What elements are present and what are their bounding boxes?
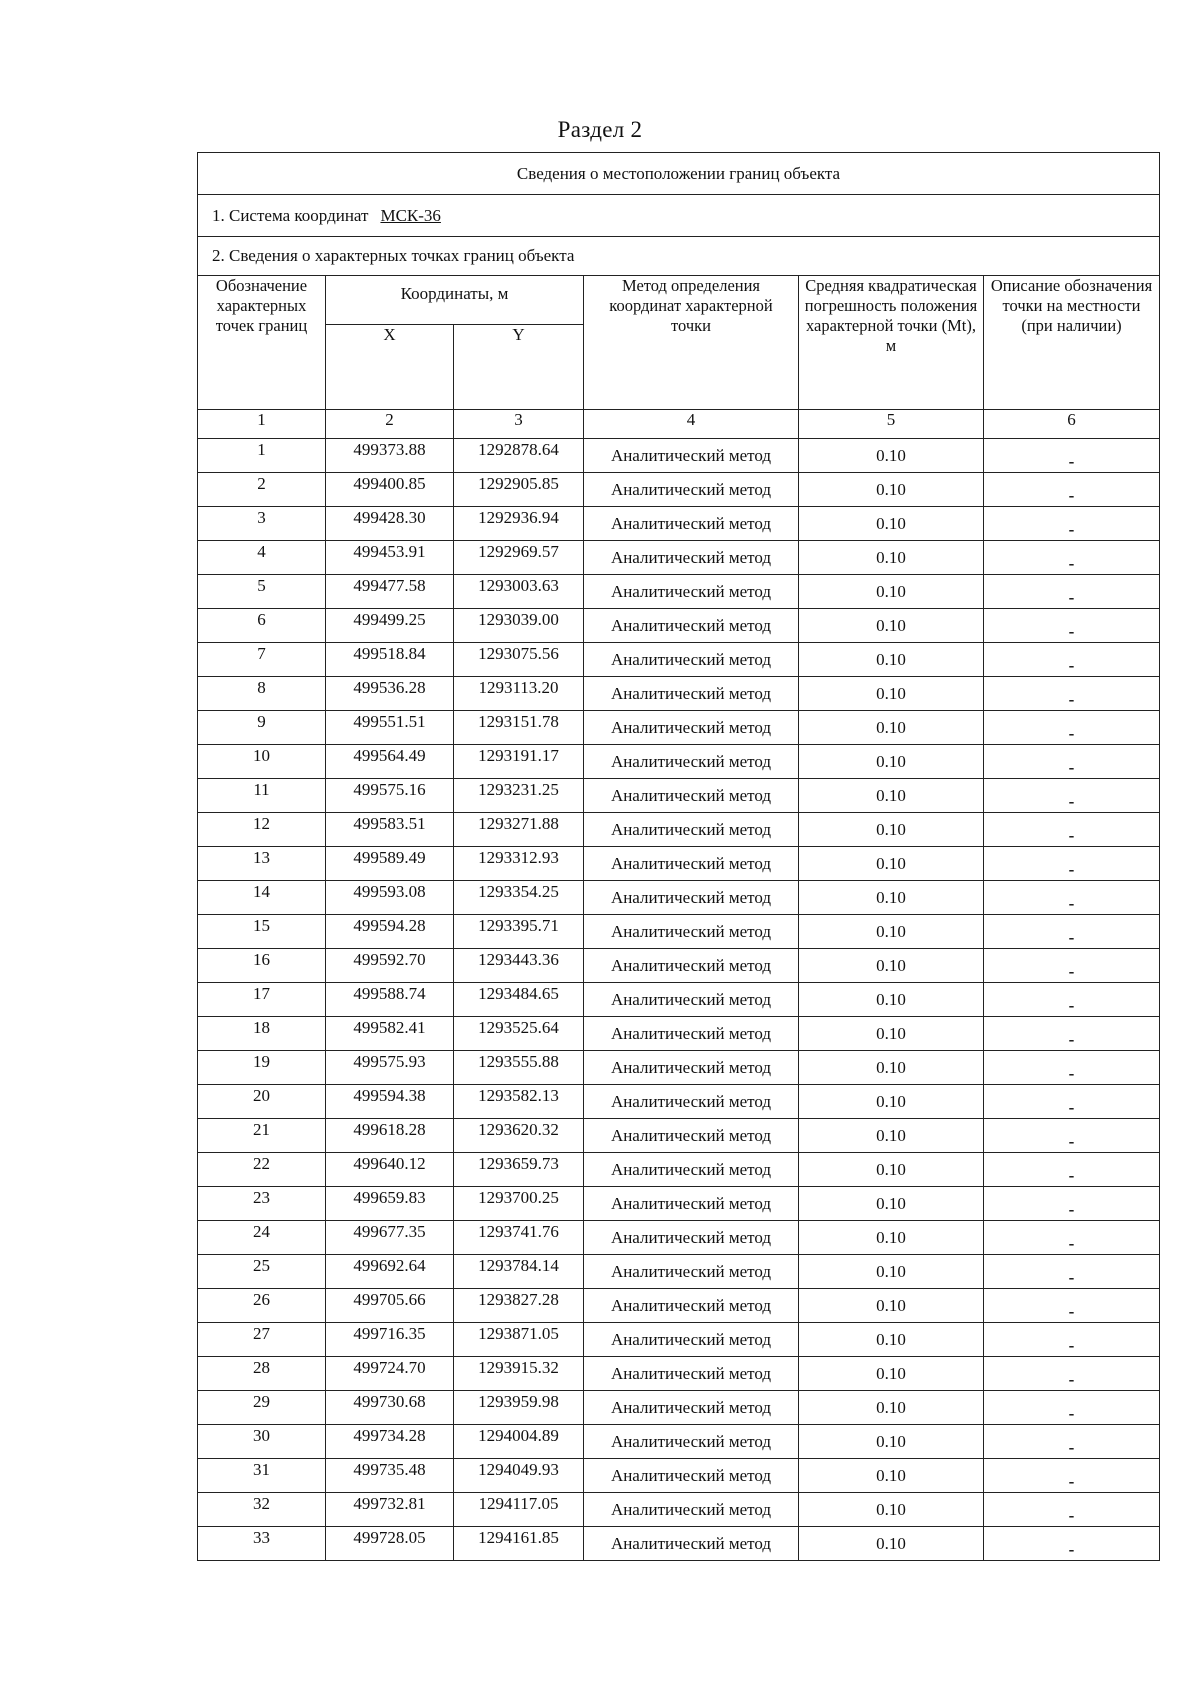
point-x: 499453.91 [326, 541, 454, 575]
point-x: 499724.70 [326, 1357, 454, 1391]
point-y: 1293741.76 [454, 1221, 584, 1255]
point-y: 1292878.64 [454, 439, 584, 473]
point-description: - [984, 1153, 1160, 1187]
table-row [198, 1187, 1160, 1221]
point-method: Аналитический метод [584, 1527, 799, 1561]
point-number: 13 [198, 847, 326, 881]
table-title: Сведения о местоположении границ объекта [198, 153, 1160, 195]
point-number: 8 [198, 677, 326, 711]
table-row [198, 915, 1160, 949]
point-x: 499594.28 [326, 915, 454, 949]
table-row [198, 1425, 1160, 1459]
point-y: 1293700.25 [454, 1187, 584, 1221]
point-x: 499659.83 [326, 1187, 454, 1221]
point-x: 499428.30 [326, 507, 454, 541]
point-x: 499536.28 [326, 677, 454, 711]
point-error: 0.10 [799, 1255, 984, 1289]
point-error: 0.10 [799, 711, 984, 745]
point-error: 0.10 [799, 881, 984, 915]
point-number: 32 [198, 1493, 326, 1527]
point-x: 499732.81 [326, 1493, 454, 1527]
point-number: 9 [198, 711, 326, 745]
point-description: - [984, 609, 1160, 643]
point-y: 1293915.32 [454, 1357, 584, 1391]
point-error: 0.10 [799, 813, 984, 847]
point-description: - [984, 507, 1160, 541]
point-error: 0.10 [799, 439, 984, 473]
point-x: 499618.28 [326, 1119, 454, 1153]
point-error: 0.10 [799, 1017, 984, 1051]
point-method: Аналитический метод [584, 677, 799, 711]
point-description: - [984, 711, 1160, 745]
coord-system-row [198, 195, 1160, 237]
header-coordinates: Координаты, м [326, 276, 584, 325]
point-y: 1293620.32 [454, 1119, 584, 1153]
point-number: 12 [198, 813, 326, 847]
point-error: 0.10 [799, 983, 984, 1017]
point-method: Аналитический метод [584, 1085, 799, 1119]
point-description: - [984, 1391, 1160, 1425]
point-error: 0.10 [799, 915, 984, 949]
point-y: 1292936.94 [454, 507, 584, 541]
point-description: - [984, 1051, 1160, 1085]
point-description: - [984, 1357, 1160, 1391]
point-method: Аналитический метод [584, 847, 799, 881]
coord-system-value: МСК-36 [380, 205, 441, 225]
point-y: 1293354.25 [454, 881, 584, 915]
point-number: 18 [198, 1017, 326, 1051]
point-number: 30 [198, 1425, 326, 1459]
point-y: 1293443.36 [454, 949, 584, 983]
point-error: 0.10 [799, 1357, 984, 1391]
point-x: 499477.58 [326, 575, 454, 609]
coord-system-label: 1. Система координат [212, 205, 369, 225]
point-description: - [984, 813, 1160, 847]
table-row [198, 1153, 1160, 1187]
point-method: Аналитический метод [584, 779, 799, 813]
point-x: 499692.64 [326, 1255, 454, 1289]
point-number: 21 [198, 1119, 326, 1153]
point-x: 499728.05 [326, 1527, 454, 1561]
point-number: 16 [198, 949, 326, 983]
point-y: 1293075.56 [454, 643, 584, 677]
point-number: 27 [198, 1323, 326, 1357]
point-error: 0.10 [799, 575, 984, 609]
point-y: 1293784.14 [454, 1255, 584, 1289]
point-x: 499734.28 [326, 1425, 454, 1459]
point-x: 499583.51 [326, 813, 454, 847]
point-number: 19 [198, 1051, 326, 1085]
point-method: Аналитический метод [584, 711, 799, 745]
point-x: 499730.68 [326, 1391, 454, 1425]
table-row [198, 1289, 1160, 1323]
point-description: - [984, 847, 1160, 881]
point-number: 6 [198, 609, 326, 643]
point-method: Аналитический метод [584, 745, 799, 779]
point-y: 1293555.88 [454, 1051, 584, 1085]
point-description: - [984, 881, 1160, 915]
table-row [198, 473, 1160, 507]
point-error: 0.10 [799, 1119, 984, 1153]
point-description: - [984, 677, 1160, 711]
point-description: - [984, 1425, 1160, 1459]
table-row [198, 643, 1160, 677]
point-error: 0.10 [799, 1323, 984, 1357]
table-row [198, 745, 1160, 779]
table-row [198, 1119, 1160, 1153]
point-y: 1293312.93 [454, 847, 584, 881]
point-description: - [984, 1255, 1160, 1289]
point-method: Аналитический метод [584, 643, 799, 677]
point-x: 499575.16 [326, 779, 454, 813]
point-number: 24 [198, 1221, 326, 1255]
point-method: Аналитический метод [584, 1357, 799, 1391]
point-method: Аналитический метод [584, 541, 799, 575]
column-number: 1 [198, 410, 326, 439]
table-row [198, 813, 1160, 847]
point-method: Аналитический метод [584, 609, 799, 643]
point-x: 499575.93 [326, 1051, 454, 1085]
header-method: Метод определения координат характерной точки [584, 276, 799, 410]
point-x: 499551.51 [326, 711, 454, 745]
point-method: Аналитический метод [584, 1289, 799, 1323]
point-method: Аналитический метод [584, 1493, 799, 1527]
point-error: 0.10 [799, 1085, 984, 1119]
table-row [198, 1357, 1160, 1391]
point-y: 1294117.05 [454, 1493, 584, 1527]
point-y: 1293271.88 [454, 813, 584, 847]
table-row [198, 1493, 1160, 1527]
point-number: 26 [198, 1289, 326, 1323]
column-number: 6 [984, 410, 1160, 439]
point-y: 1292905.85 [454, 473, 584, 507]
point-description: - [984, 949, 1160, 983]
table-row [198, 711, 1160, 745]
point-number: 29 [198, 1391, 326, 1425]
point-error: 0.10 [799, 1289, 984, 1323]
table-row [198, 983, 1160, 1017]
point-y: 1293003.63 [454, 575, 584, 609]
point-method: Аналитический метод [584, 915, 799, 949]
point-number: 1 [198, 439, 326, 473]
point-number: 5 [198, 575, 326, 609]
point-description: - [984, 1187, 1160, 1221]
point-method: Аналитический метод [584, 1187, 799, 1221]
point-y: 1294004.89 [454, 1425, 584, 1459]
column-number: 5 [799, 410, 984, 439]
point-error: 0.10 [799, 677, 984, 711]
point-y: 1293039.00 [454, 609, 584, 643]
point-y: 1293151.78 [454, 711, 584, 745]
point-description: - [984, 1119, 1160, 1153]
point-description: - [984, 1323, 1160, 1357]
point-number: 2 [198, 473, 326, 507]
point-description: - [984, 983, 1160, 1017]
point-error: 0.10 [799, 847, 984, 881]
point-method: Аналитический метод [584, 983, 799, 1017]
point-y: 1293827.28 [454, 1289, 584, 1323]
point-number: 11 [198, 779, 326, 813]
point-method: Аналитический метод [584, 1425, 799, 1459]
point-method: Аналитический метод [584, 881, 799, 915]
point-description: - [984, 1527, 1160, 1561]
point-description: - [984, 473, 1160, 507]
point-y: 1293231.25 [454, 779, 584, 813]
header-y: Y [454, 325, 584, 410]
point-y: 1293395.71 [454, 915, 584, 949]
point-number: 22 [198, 1153, 326, 1187]
table-row [198, 779, 1160, 813]
column-number: 3 [454, 410, 584, 439]
table-row [198, 609, 1160, 643]
point-error: 0.10 [799, 473, 984, 507]
header-error: Средняя квадратическая погрешность положения характерной точки (Mt), м [799, 276, 984, 410]
point-number: 23 [198, 1187, 326, 1221]
point-method: Аналитический метод [584, 439, 799, 473]
point-method: Аналитический метод [584, 1221, 799, 1255]
table-row [198, 1527, 1160, 1561]
point-error: 0.10 [799, 541, 984, 575]
column-number: 4 [584, 410, 799, 439]
point-number: 10 [198, 745, 326, 779]
column-number: 2 [326, 410, 454, 439]
point-description: - [984, 915, 1160, 949]
section-title: Раздел 2 [557, 117, 643, 142]
point-x: 499588.74 [326, 983, 454, 1017]
table-row [198, 949, 1160, 983]
point-error: 0.10 [799, 643, 984, 677]
point-y: 1293484.65 [454, 983, 584, 1017]
point-number: 7 [198, 643, 326, 677]
point-number: 4 [198, 541, 326, 575]
point-x: 499677.35 [326, 1221, 454, 1255]
point-y: 1293582.13 [454, 1085, 584, 1119]
table-row [198, 575, 1160, 609]
table-row [198, 1051, 1160, 1085]
point-number: 33 [198, 1527, 326, 1561]
table-row [198, 541, 1160, 575]
point-x: 499564.49 [326, 745, 454, 779]
point-x: 499640.12 [326, 1153, 454, 1187]
point-method: Аналитический метод [584, 575, 799, 609]
table-row [198, 1255, 1160, 1289]
point-description: - [984, 1493, 1160, 1527]
point-method: Аналитический метод [584, 813, 799, 847]
point-y: 1293871.05 [454, 1323, 584, 1357]
point-number: 17 [198, 983, 326, 1017]
point-error: 0.10 [799, 949, 984, 983]
point-error: 0.10 [799, 1459, 984, 1493]
point-y: 1293659.73 [454, 1153, 584, 1187]
boundary-table [197, 152, 1160, 1561]
point-error: 0.10 [799, 1153, 984, 1187]
point-description: - [984, 779, 1160, 813]
point-y: 1292969.57 [454, 541, 584, 575]
point-method: Аналитический метод [584, 1255, 799, 1289]
point-description: - [984, 1459, 1160, 1493]
point-x: 499705.66 [326, 1289, 454, 1323]
point-x: 499592.70 [326, 949, 454, 983]
point-error: 0.10 [799, 779, 984, 813]
table-row [198, 1459, 1160, 1493]
point-error: 0.10 [799, 507, 984, 541]
point-x: 499589.49 [326, 847, 454, 881]
point-description: - [984, 1017, 1160, 1051]
point-description: - [984, 1085, 1160, 1119]
point-description: - [984, 575, 1160, 609]
point-error: 0.10 [799, 1425, 984, 1459]
header-designation: Обозначение характерных точек границ [198, 276, 326, 410]
point-number: 20 [198, 1085, 326, 1119]
table-row [198, 847, 1160, 881]
point-description: - [984, 1221, 1160, 1255]
point-error: 0.10 [799, 1493, 984, 1527]
point-number: 3 [198, 507, 326, 541]
point-number: 25 [198, 1255, 326, 1289]
point-x: 499518.84 [326, 643, 454, 677]
point-x: 499735.48 [326, 1459, 454, 1493]
point-x: 499582.41 [326, 1017, 454, 1051]
point-method: Аналитический метод [584, 1391, 799, 1425]
point-error: 0.10 [799, 1527, 984, 1561]
point-y: 1293525.64 [454, 1017, 584, 1051]
point-method: Аналитический метод [584, 1153, 799, 1187]
table-row [198, 1323, 1160, 1357]
point-method: Аналитический метод [584, 1051, 799, 1085]
point-number: 14 [198, 881, 326, 915]
point-method: Аналитический метод [584, 473, 799, 507]
point-error: 0.10 [799, 745, 984, 779]
table-row [198, 677, 1160, 711]
points-heading: 2. Сведения о характерных точках границ объекта [198, 237, 1160, 276]
point-y: 1294161.85 [454, 1527, 584, 1561]
point-error: 0.10 [799, 1391, 984, 1425]
point-method: Аналитический метод [584, 949, 799, 983]
header-x: X [326, 325, 454, 410]
point-method: Аналитический метод [584, 1323, 799, 1357]
point-method: Аналитический метод [584, 507, 799, 541]
point-method: Аналитический метод [584, 1119, 799, 1153]
point-x: 499716.35 [326, 1323, 454, 1357]
point-description: - [984, 1289, 1160, 1323]
point-description: - [984, 643, 1160, 677]
table-row [198, 1221, 1160, 1255]
point-number: 15 [198, 915, 326, 949]
table-row [198, 1391, 1160, 1425]
point-method: Аналитический метод [584, 1017, 799, 1051]
point-y: 1294049.93 [454, 1459, 584, 1493]
point-y: 1293959.98 [454, 1391, 584, 1425]
point-description: - [984, 439, 1160, 473]
point-error: 0.10 [799, 609, 984, 643]
point-x: 499373.88 [326, 439, 454, 473]
point-description: - [984, 541, 1160, 575]
point-number: 28 [198, 1357, 326, 1391]
header-description: Описание обозначения точки на местности (при наличии) [984, 276, 1160, 410]
table-row [198, 881, 1160, 915]
point-error: 0.10 [799, 1221, 984, 1255]
table-row [198, 439, 1160, 473]
point-y: 1293191.17 [454, 745, 584, 779]
point-error: 0.10 [799, 1051, 984, 1085]
point-error: 0.10 [799, 1187, 984, 1221]
point-x: 499593.08 [326, 881, 454, 915]
table-row [198, 507, 1160, 541]
table-row [198, 1085, 1160, 1119]
point-x: 499594.38 [326, 1085, 454, 1119]
point-description: - [984, 745, 1160, 779]
point-method: Аналитический метод [584, 1459, 799, 1493]
point-number: 31 [198, 1459, 326, 1493]
point-y: 1293113.20 [454, 677, 584, 711]
point-x: 499499.25 [326, 609, 454, 643]
table-row [198, 1017, 1160, 1051]
point-x: 499400.85 [326, 473, 454, 507]
